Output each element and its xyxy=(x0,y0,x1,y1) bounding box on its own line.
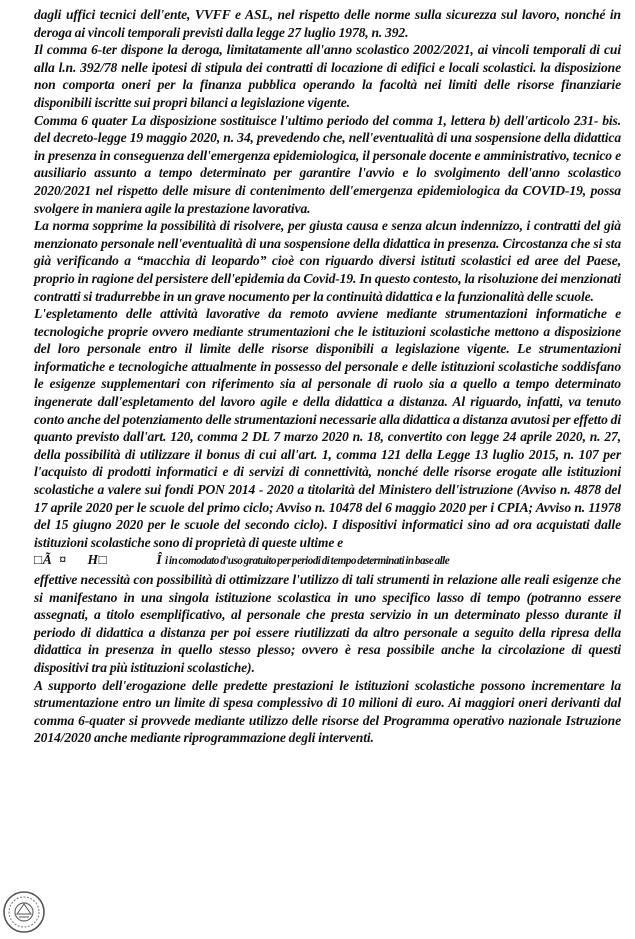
paragraph-2: Il comma 6-ter dispone la deroga, limitatamente all'anno scolastico 2002/2021, ai vincoli temporali di cui alla l.n. 392/78 nelle ipotesi di stipula dei contratti di locazione di edifici e locali scolastici. la disposizione non comporta oneri per la finanza pubblica operando la facoltà nei limiti delle risorse finanziarie disponibili iscritte sui propri bilanci a legislazione vigente. xyxy=(34,42,621,110)
paragraph-1: dagli uffici tecnici dell'ente, VVFF e ASL, nel rispetto delle norme sulla sicurezza sul lavoro, nonché in deroga ai vincoli temporali previsti dalla legge 27 luglio 1978, n. 392. xyxy=(34,7,621,40)
paragraph-7: A supporto dell'erogazione delle predette prestazioni le istituzioni scolastiche possono incrementare la strumentazione entro un limite di spesa complessivo di 10 milioni di euro. Ai maggiori oneri derivanti dal comma 6-quater si provvede mediante utilizzo delle risorse del Programma operativo nazionale Istruzione 2014/2020 anche mediante riprogrammazione degli interventi. xyxy=(34,677,621,746)
garbled-glyphs: □Ã ¤ H□ Î xyxy=(34,552,163,568)
paragraph-5: L'espletamento delle attività lavorative da remoto avviene mediante strumentazioni informatiche e tecnologiche proprie ovvero mediante strumentazioni che le istituzioni scolastiche mettono a disposizione del loro personale entro il limite delle risorse disponibili a legislazione vigente. Le strumentazioni informatiche e tecnologiche attualmente in possesso del personale e delle istituzioni scolastiche soddisfano le esigenze supplementari con riferimento sia al personale di ruolo sia a quello a tempo determinato ingenerate dall'espletamento del lavoro agile e della didattica a distanza. Al riguardo, infatti, va tenuto conto anche del potenziamento delle strumentazioni necessarie alla didattica a distanza avutosi per effetto di quanto previsto dall'art. 120, comma 2 DL 7 marzo 2020 n. 18, convertito con legge 24 aprile 2020, n. 27, della possibilità di utilizzare il bonus di cui all'art. 1, comma 121 della Legge 13 luglio 2015, n. 107 per l'acquisto di prodotti informatici e di servizi di connettività, nonché delle risorse erogate alle istituzioni scolastiche a valere sui fondi PON 2014 - 2020 a titolarità del Ministero dell'istruzione (Avviso n. 4878 del 17 aprile 2020 per le scuole del primo ciclo; Avviso n. 10478 del 6 maggio 2020 per i CPIA; Avviso n. 11978 del 15 giugno 2020 per le scuole del secondo ciclo). I dispositivi informatici sino ad ora acquistati dalle istituzioni scolastiche sono di proprietà di queste ultime e xyxy=(34,306,621,550)
paragraph-4: La norma sopprime la possibilità di risolvere, per giusta causa e senza alcun indennizzo, i contratti del già menzionato personale nell'eventualità di una sospensione della didattica in presenza. Circostanza che si sta già verificando a “macchia di leopardo” cioè con riguardo diversi istituti scolastici ed aree del Paese, proprio in ragione del persistere dell'epidemia da Covid-19. In questo contesto, la risoluzione dei menzionati contratti si tradurrebbe in un grave nocumento per la continuità didattica e la funzionalità delle scuole. xyxy=(34,218,621,304)
official-seal-stamp-icon xyxy=(2,890,46,934)
condensed-text: i in comodato d'uso gratuito per periodi di tempo determinati in base alle xyxy=(165,555,450,568)
garbled-line xyxy=(34,551,621,571)
paragraph-3: Comma 6 quater La disposizione sostituisce l'ultimo periodo del comma 1, lettera b) dell'articolo 231- bis. del decreto-legge 19 maggio 2020, n. 34, prevedendo che, nell'eventualità di una sospensione della didattica in presenza in conseguenza dell'emergenza epidemiologica, il personale docente e amministrativo, tecnico e ausiliario assunto a tempo determinato per garantire l'avvio e lo svolgimento dell'anno scolastico 2020/2021 nel rispetto delle misure di contenimento dell'emergenza epidemiologica da COVID-19, possa svolgere in maniera agile la prestazione lavorativa. xyxy=(34,112,621,216)
paragraph-6: effettive necessità con possibilità di ottimizzare l'utilizzo di tali strumenti in relazione alle reali esigenze che si manifestano in una singola istituzione scolastica in uno specifico lasso di tempo (potranno essere assegnati, a titolo esemplificativo, al personale che presta servizio in un determinato plesso durante il periodo di didattica a distanza per poi essere riutilizzati da altro personale a seguito della ripresa della didattica in presenza in quello stesso plesso; ovvero è resa possibile anche la circolazione di questi dispositivi tra più istituzioni scolastiche). xyxy=(34,572,621,675)
